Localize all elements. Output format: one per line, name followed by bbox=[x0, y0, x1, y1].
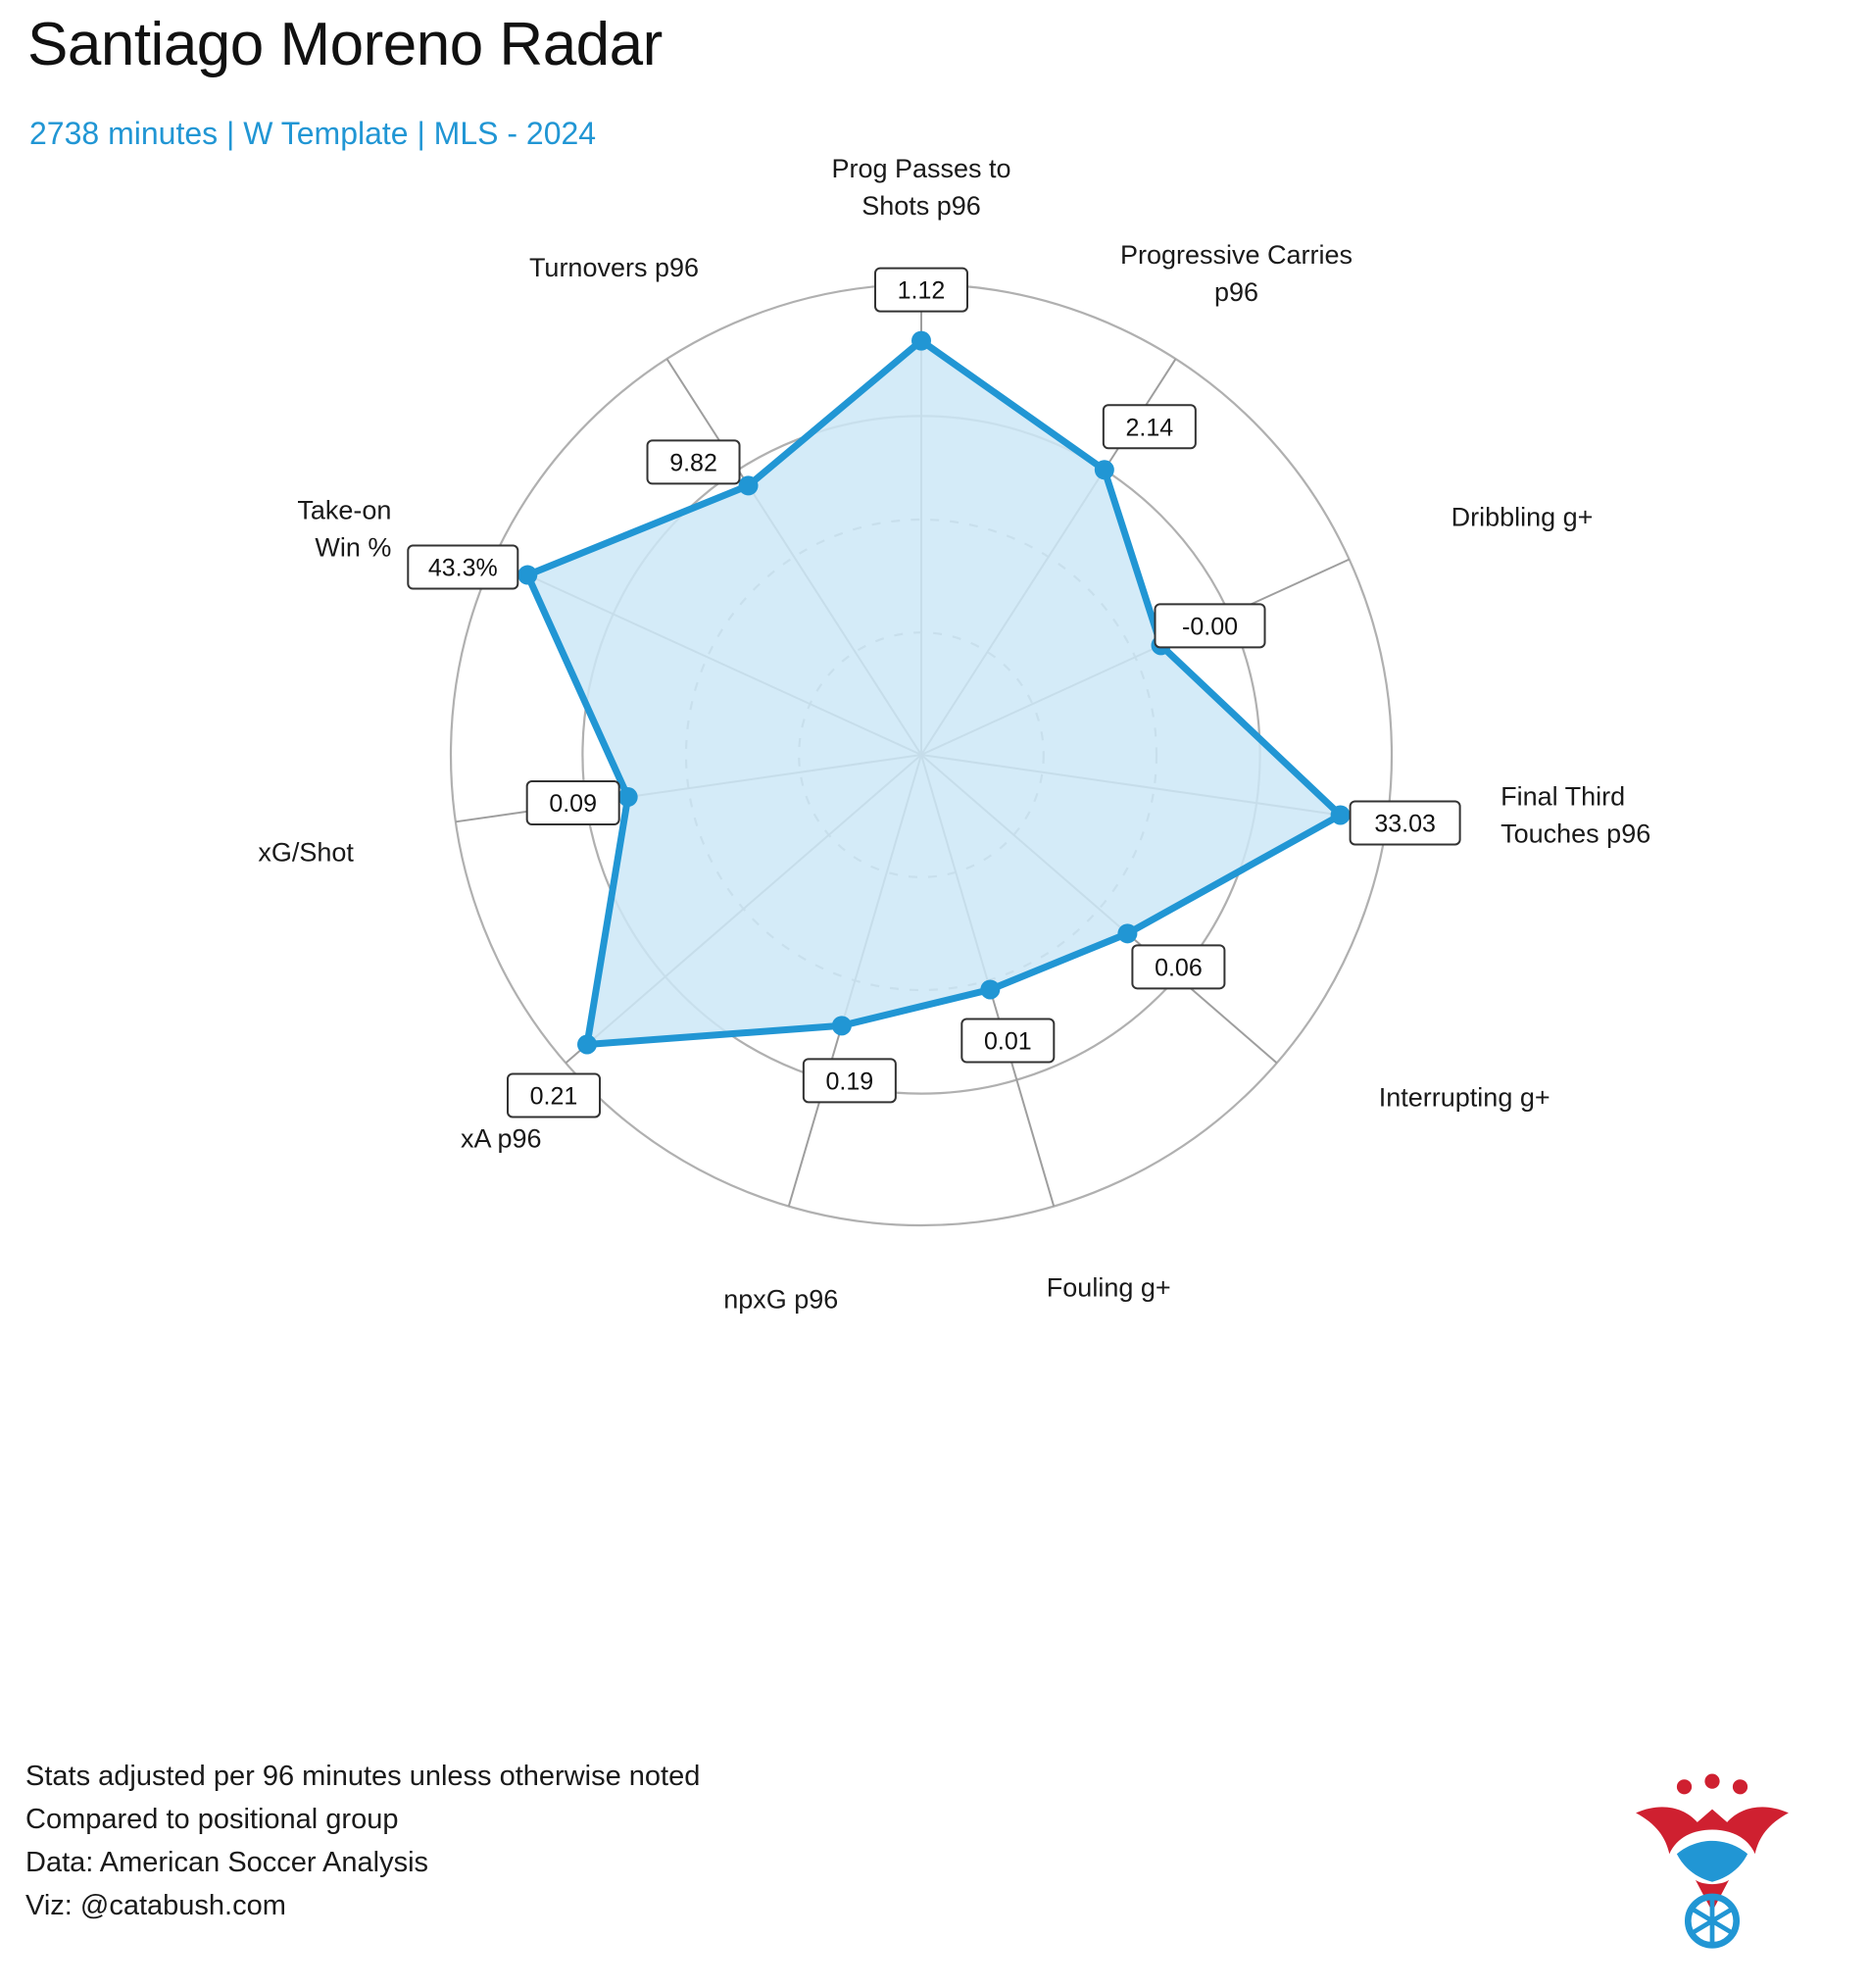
value-label-text-10: 9.82 bbox=[669, 449, 717, 477]
footer-line-2: Compared to positional group bbox=[25, 1804, 399, 1835]
value-label-text-7: 0.21 bbox=[529, 1082, 578, 1111]
axis-label-0: Prog Passes to Shots p96 bbox=[831, 154, 1011, 221]
axis-label-4: Interrupting g+ bbox=[1378, 1082, 1550, 1113]
value-label-text-8: 0.09 bbox=[549, 790, 598, 819]
footer-notes bbox=[25, 1755, 700, 1927]
value-label-9 bbox=[408, 546, 517, 589]
value-label-4 bbox=[1132, 945, 1224, 988]
value-label-7 bbox=[508, 1073, 600, 1117]
value-label-1 bbox=[1104, 405, 1196, 448]
value-label-8 bbox=[527, 781, 619, 824]
data-point-10 bbox=[739, 475, 759, 495]
axis-label-7: xA p96 bbox=[460, 1123, 542, 1154]
radar-chart bbox=[0, 147, 1870, 1696]
data-point-8 bbox=[618, 787, 638, 807]
value-label-0 bbox=[875, 269, 967, 312]
value-label-3 bbox=[1351, 801, 1460, 844]
axis-label-6: npxG p96 bbox=[723, 1284, 839, 1315]
data-point-7 bbox=[577, 1034, 597, 1054]
footer-line-3: Data: American Soccer Analysis bbox=[25, 1847, 429, 1878]
value-label-text-2: -0.00 bbox=[1182, 613, 1239, 641]
axis-label-3: Final Third Touches p96 bbox=[1501, 781, 1651, 849]
value-label-text-3: 33.03 bbox=[1374, 810, 1436, 838]
value-label-2 bbox=[1156, 604, 1265, 647]
data-point-4 bbox=[1117, 923, 1137, 943]
radar-svg bbox=[0, 147, 1870, 1696]
value-label-5 bbox=[961, 1019, 1054, 1062]
footer-line-1: Stats adjusted per 96 minutes unless otherwise noted bbox=[25, 1761, 701, 1792]
footer-line-4: Viz: @catabush.com bbox=[25, 1890, 286, 1921]
value-label-text-4: 0.06 bbox=[1155, 954, 1203, 982]
value-label-10 bbox=[648, 440, 740, 483]
eagle-crest-icon bbox=[1636, 1774, 1789, 1946]
data-point-9 bbox=[517, 566, 537, 585]
data-point-5 bbox=[980, 979, 1000, 999]
axis-label-9: Take-on Win % bbox=[297, 495, 392, 563]
page-subtitle: 2738 minutes | W Template | MLS - 2024 bbox=[29, 116, 597, 151]
axis-label-10: Turnovers p96 bbox=[528, 253, 700, 283]
data-point-1 bbox=[1095, 460, 1114, 479]
axis-label-2: Dribbling g+ bbox=[1451, 502, 1594, 532]
value-label-text-5: 0.01 bbox=[983, 1027, 1032, 1056]
value-label-text-6: 0.19 bbox=[825, 1068, 874, 1096]
page-title: Santiago Moreno Radar bbox=[27, 11, 663, 78]
value-label-text-1: 2.14 bbox=[1125, 414, 1174, 442]
axis-label-5: Fouling g+ bbox=[1046, 1272, 1171, 1303]
data-point-0 bbox=[911, 331, 931, 351]
data-point-6 bbox=[832, 1016, 852, 1035]
data-point-3 bbox=[1331, 805, 1351, 824]
brand-logo bbox=[1619, 1764, 1805, 1951]
axis-label-1: Progressive Carries p96 bbox=[1119, 240, 1353, 308]
value-label-text-9: 43.3% bbox=[427, 554, 498, 582]
value-label-6 bbox=[804, 1059, 896, 1102]
value-label-text-0: 1.12 bbox=[897, 276, 946, 305]
axis-label-8: xG/Shot bbox=[258, 837, 354, 868]
